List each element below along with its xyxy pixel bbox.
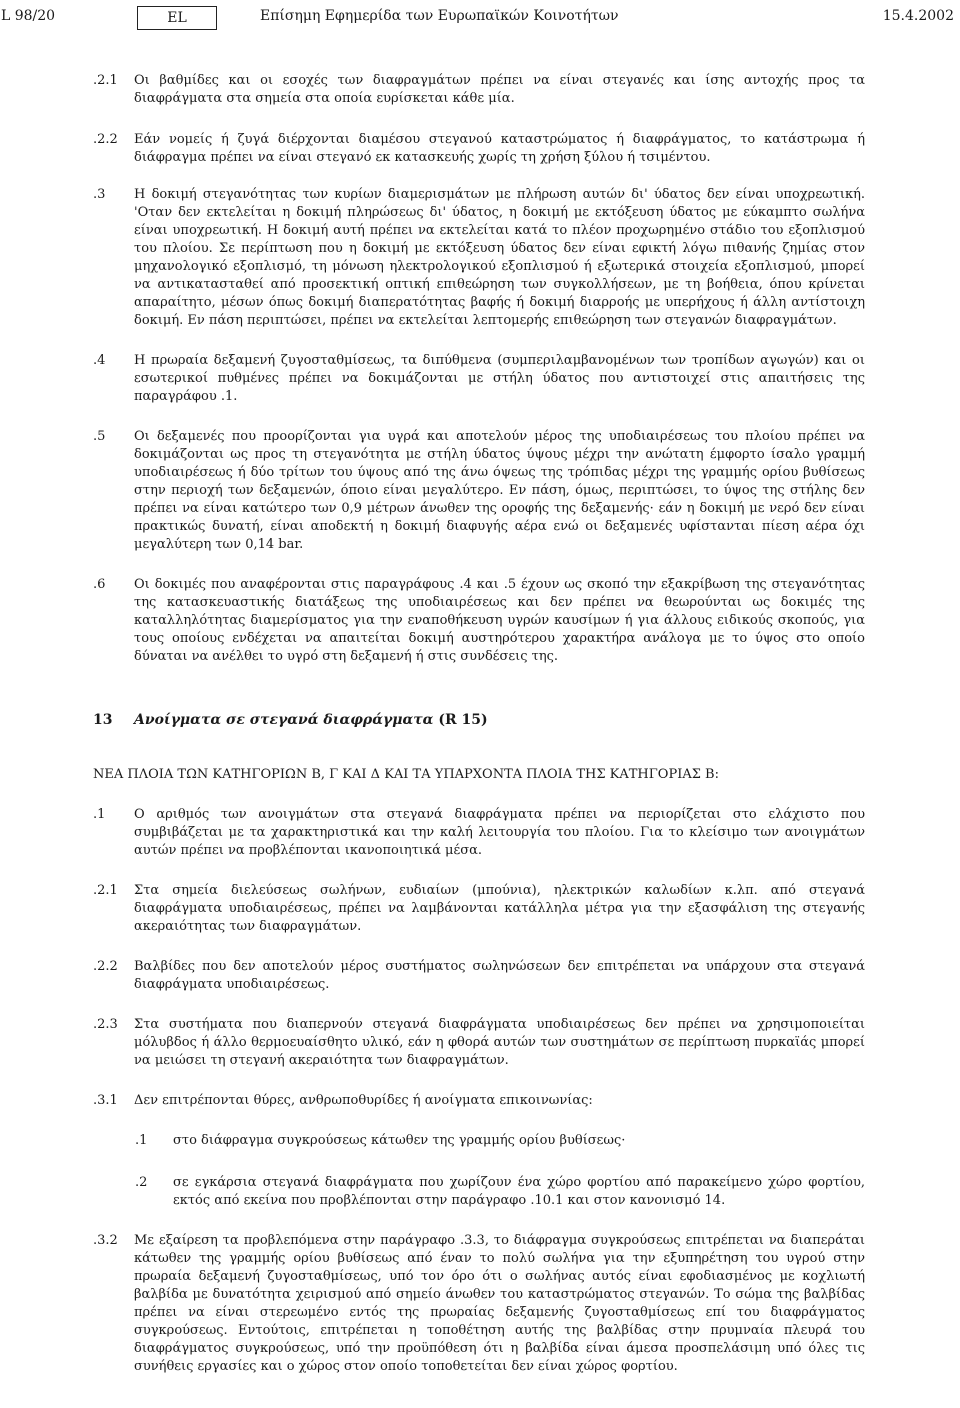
paragraph (0, 428, 960, 554)
paragraph-text: Η πρωραία δεξαμενή ζυγοσταθμίσεως, τα διπύθμενα (συμπεριλαμβανομένων των τροπίδων αγωγών) και οι εσωτερικοί πυθμένες πρέπει να δοκιμάζονται με στήλη ύδατος που αντιστοιχεί στις απαιτήσεις της παραγράφου .1. (134, 353, 865, 404)
section-heading (0, 710, 960, 730)
publication-date: 15.4.2002 (882, 8, 954, 24)
paragraph-text: Η δοκιμή στεγανότητας των κυρίων διαμερισμάτων με πλήρωση αυτών δι' ύδατος δεν είναι υποχρεωτική. 'Οταν δεν εκτελείται η δοκιμή πληρώσεως δι' ύδατος, η δοκιμή με εκτόξευση ύδατος με εύκαμπτο σωλήνα είναι υποχρεωτική. Η δοκιμή αυτή πρέπει να εκτελείται κατά το πλέον προχωρημένο στάδιο του εξοπλισμού του πλοίου. Σε περίπτωση που η δοκιμή με εκτόξευση ύδατος δεν είναι εφικτή λόγω πιθανής ζημίας στον μηχανολογικό εξοπλισμό, τη μόνωση ηλεκτρολογικού εξοπλισμού ή εξωτερικά στοιχεία εξοπλισμού, μπορεί να αντικατασταθεί από προσεκτική οπτική επιθεώρηση των συγκολλήσεων, με τη βοήθεια, όπου κρίνεται απαραίτητο, μέσων όπως δοκιμή διαπερατότητας βαφής ή δοκιμή διαρροής με υπερήχους ή άλλη αντίστοιχη δοκιμή. Εν πάση περιπτώσει, πρέπει να εκτελείται λεπτομερής επιθεώρηση των στεγανών διαφραγμάτων. (134, 187, 865, 328)
paragraph (0, 352, 960, 406)
paragraph (0, 1016, 960, 1070)
section-title: Ανοίγματα σε στεγανά διαφράγματα (134, 712, 434, 728)
section-reference: (R 15) (438, 712, 488, 728)
paragraph (0, 1092, 960, 1110)
paragraph-number: .2.1 (93, 73, 118, 88)
paragraph-number: .3 (93, 187, 106, 202)
section-number: 13 (93, 712, 113, 728)
language-box: EL (137, 6, 217, 30)
subparagraph (0, 1132, 960, 1150)
subparagraph-number: .1 (135, 1133, 148, 1148)
subparagraph (0, 1174, 960, 1210)
paragraph-text: Οι βαθμίδες και οι εσοχές των διαφραγμάτων πρέπει να είναι στεγανές και ίσης αντοχής προς τα διαφράγματα στα σημεία στα οποία ευρίσκεται κάθε μία. (134, 73, 865, 106)
paragraph (0, 576, 960, 666)
paragraph-number: .6 (93, 577, 106, 592)
subparagraph-text: σε εγκάρσια στεγανά διαφράγματα που χωρίζουν ένα χώρο φορτίου από παρακείμενο χώρο φορτίου, εκτός από εκείνα που προβλέπονται στην παράγραφο .10.1 και στον κανονισμό 14. (173, 1175, 865, 1208)
page-reference: L 98/20 (1, 8, 56, 24)
paragraph-number: .3.1 (93, 1093, 118, 1108)
page-header (0, 6, 960, 32)
paragraph-number: .2.1 (93, 883, 118, 898)
subparagraph-text: στο διάφραγμα συγκρούσεως κάτωθεν της γραμμής ορίου βυθίσεως· (173, 1133, 626, 1148)
paragraph (0, 131, 960, 167)
paragraph (0, 958, 960, 994)
paragraph-text: Οι δεξαμενές που προορίζονται για υγρά και αποτελούν μέρος της υποδιαιρέσεως του πλοίου πρέπει να δοκιμάζονται ως προς τη στεγανότητα με στήλη ύδατος ύψους μέχρι την ανώτατη έμφορτο ίσαλο γραμμή υποδιαιρέσεως ή δύο τρίτων του ύψους από της άνω όψεως της τρόπιδας μέχρι της γραμμής ορίου βυθίσεως στην περιοχή των δεξαμενών, όποιο είναι μεγαλύτερο. Εν πάση, όμως, περιπτώσει, το ύψος της στήλης δεν πρέπει να είναι κατώτερο των 0,9 μέτρων άνωθεν της οροφής της δεξαμενής· εάν η δοκιμή με νερό δεν είναι πρακτικώς δυνατή, είναι αποδεκτή η δοκιμή διαφυγής αέρα ενώ οι δεξαμενές υφίστανται πίεση αέρα όχι μεγαλύτερη των 0,14 bar. (134, 429, 865, 552)
paragraph-number: .2.3 (93, 1017, 118, 1032)
paragraph (0, 72, 960, 108)
paragraph (0, 882, 960, 936)
paragraph-text: Στα σημεία διελεύσεως σωλήνων, ευδιαίων (μπούνια), ηλεκτρικών καλωδίων κ.λπ. από στεγανά διαφράγματα υποδιαιρέσεως, πρέπει να λαμβάνονται κατάλληλα μέτρα για την εξασφάλιση της στεγανής ακεραιότητας των διαφραγμάτων. (134, 883, 865, 934)
paragraph-text: Με εξαίρεση τα προβλεπόμενα στην παράγραφο .3.3, το διάφραγμα συγκρούσεως επιτρέπεται να διαπεράται κάτωθεν της γραμμής ορίου βυθίσεως από έναν το πολύ σωλήνα για την εξυπηρέτηση του υγρού στην πρωραία δεξαμενή ζυγοσταθμίσεως, υπό τον όρο ότι ο σωλήνας αυτός είναι εφοδιασμένος με κοχλιωτή βαλβίδα με δυνατότητα χειρισμού από σημείο άνωθεν του καταστρώματος στεγανών. Το σώμα της βαλβίδας πρέπει να είναι στερεωμένο εντός της πρωραίας δεξαμενής ζυγοσταθμίσεως επί του διαφράγματος συγκρούσεως. Εντούτοις, επιτρέπεται η τοποθέτηση αυτής της βαλβίδας στην πρυμναία πλευρά του διαφράγματος συγκρούσεως, υπό την προϋπόθεση ότι η βαλβίδα είναι άμεσα προσπελάσιμη υπό όλες τις συνήθεις εργασίες και ο χώρος στον οποίο τοποθετείται δεν είναι χώρος φορτίου. (134, 1233, 865, 1374)
paragraph-text: Ο αριθμός των ανοιγμάτων στα στεγανά διαφράγματα πρέπει να περιορίζεται στο ελάχιστο που συμβιβάζεται με τα χαρακτηριστικά και την καλή λειτουργία του πλοίου. Για το κλείσιμο των ανοιγμάτων αυτών πρέπει να προβλέπονται ικανοποιητικά μέσα. (134, 807, 865, 858)
subparagraph-number: .2 (135, 1175, 148, 1190)
paragraph-text: Οι δοκιμές που αναφέρονται στις παραγράφους .4 και .5 έχουν ως σκοπό την εξακρίβωση της στεγανότητας της κατασκευαστικής διατάξεως της υποδιαιρέσεως και δεν πρέπει να θεωρούνται ως δοκιμές της καταλληλότητας διαμερίσματος για την εναποθήκευση υγρών καυσίμων ή για άλλους ειδικούς σκοπούς, για τους οποίους ενδέχεται να απαιτείται δοκιμή αυστηρότερου χαρακτήρα ανάλογα με το ύψος στο οποίο δύναται να ανέλθει το υγρό στη δεξαμενή ή στις συνδέσεις της. (134, 577, 865, 664)
paragraph-number: .5 (93, 429, 106, 444)
paragraph-text: Στα συστήματα που διαπερνούν στεγανά διαφράγματα υποδιαιρέσεως δεν πρέπει να χρησιμοποιείται μόλυβδος ή άλλο θερμοευαίσθητο υλικό, εάν η φθορά αυτών των συστημάτων σε περίπτωση πυρκαϊάς μπορεί να μειώσει τη στεγανή ακεραιότητα των διαφραγμάτων. (134, 1017, 865, 1068)
paragraph-number: .3.2 (93, 1233, 118, 1248)
paragraph-text: Δεν επιτρέπονται θύρες, ανθρωποθυρίδες ή ανοίγματα επικοινωνίας: (134, 1093, 593, 1108)
paragraph-text: Εάν νομείς ή ζυγά διέρχονται διαμέσου στεγανού καταστρώματος ή διαφράγματος, το κατάστρωμα ή διάφραγμα πρέπει να είναι στεγανό εκ κατασκευής χωρίς τη χρήση ξύλου ή τσιμέντου. (134, 132, 865, 165)
paragraph (0, 1232, 960, 1376)
paragraph (0, 806, 960, 860)
paragraph (0, 186, 960, 330)
paragraph-text: Βαλβίδες που δεν αποτελούν μέρος συστήματος σωληνώσεων δεν επιτρέπεται να υπάρχουν στα στεγανά διαφράγματα υποδιαιρέσεως. (134, 959, 865, 992)
paragraph-number: .4 (93, 353, 106, 368)
paragraph-number: .2.2 (93, 132, 118, 147)
section-title-line (134, 710, 488, 730)
paragraph-number: .2.2 (93, 959, 118, 974)
document-body (0, 72, 960, 1376)
scope-line: ΝΕΑ ΠΛΟΙΑ ΤΩΝ ΚΑΤΗΓΟΡΙΩΝ B, Γ ΚΑΙ Δ ΚΑΙ ΤΑ ΥΠΑΡΧΟΝΤΑ ΠΛΟΙΑ ΤΗΣ ΚΑΤΗΓΟΡΙΑΣ B: (93, 767, 719, 782)
journal-title: Επίσημη Εφημερίδα των Ευρωπαϊκών Κοινοτήτων (260, 8, 619, 24)
paragraph-number: .1 (93, 807, 106, 822)
